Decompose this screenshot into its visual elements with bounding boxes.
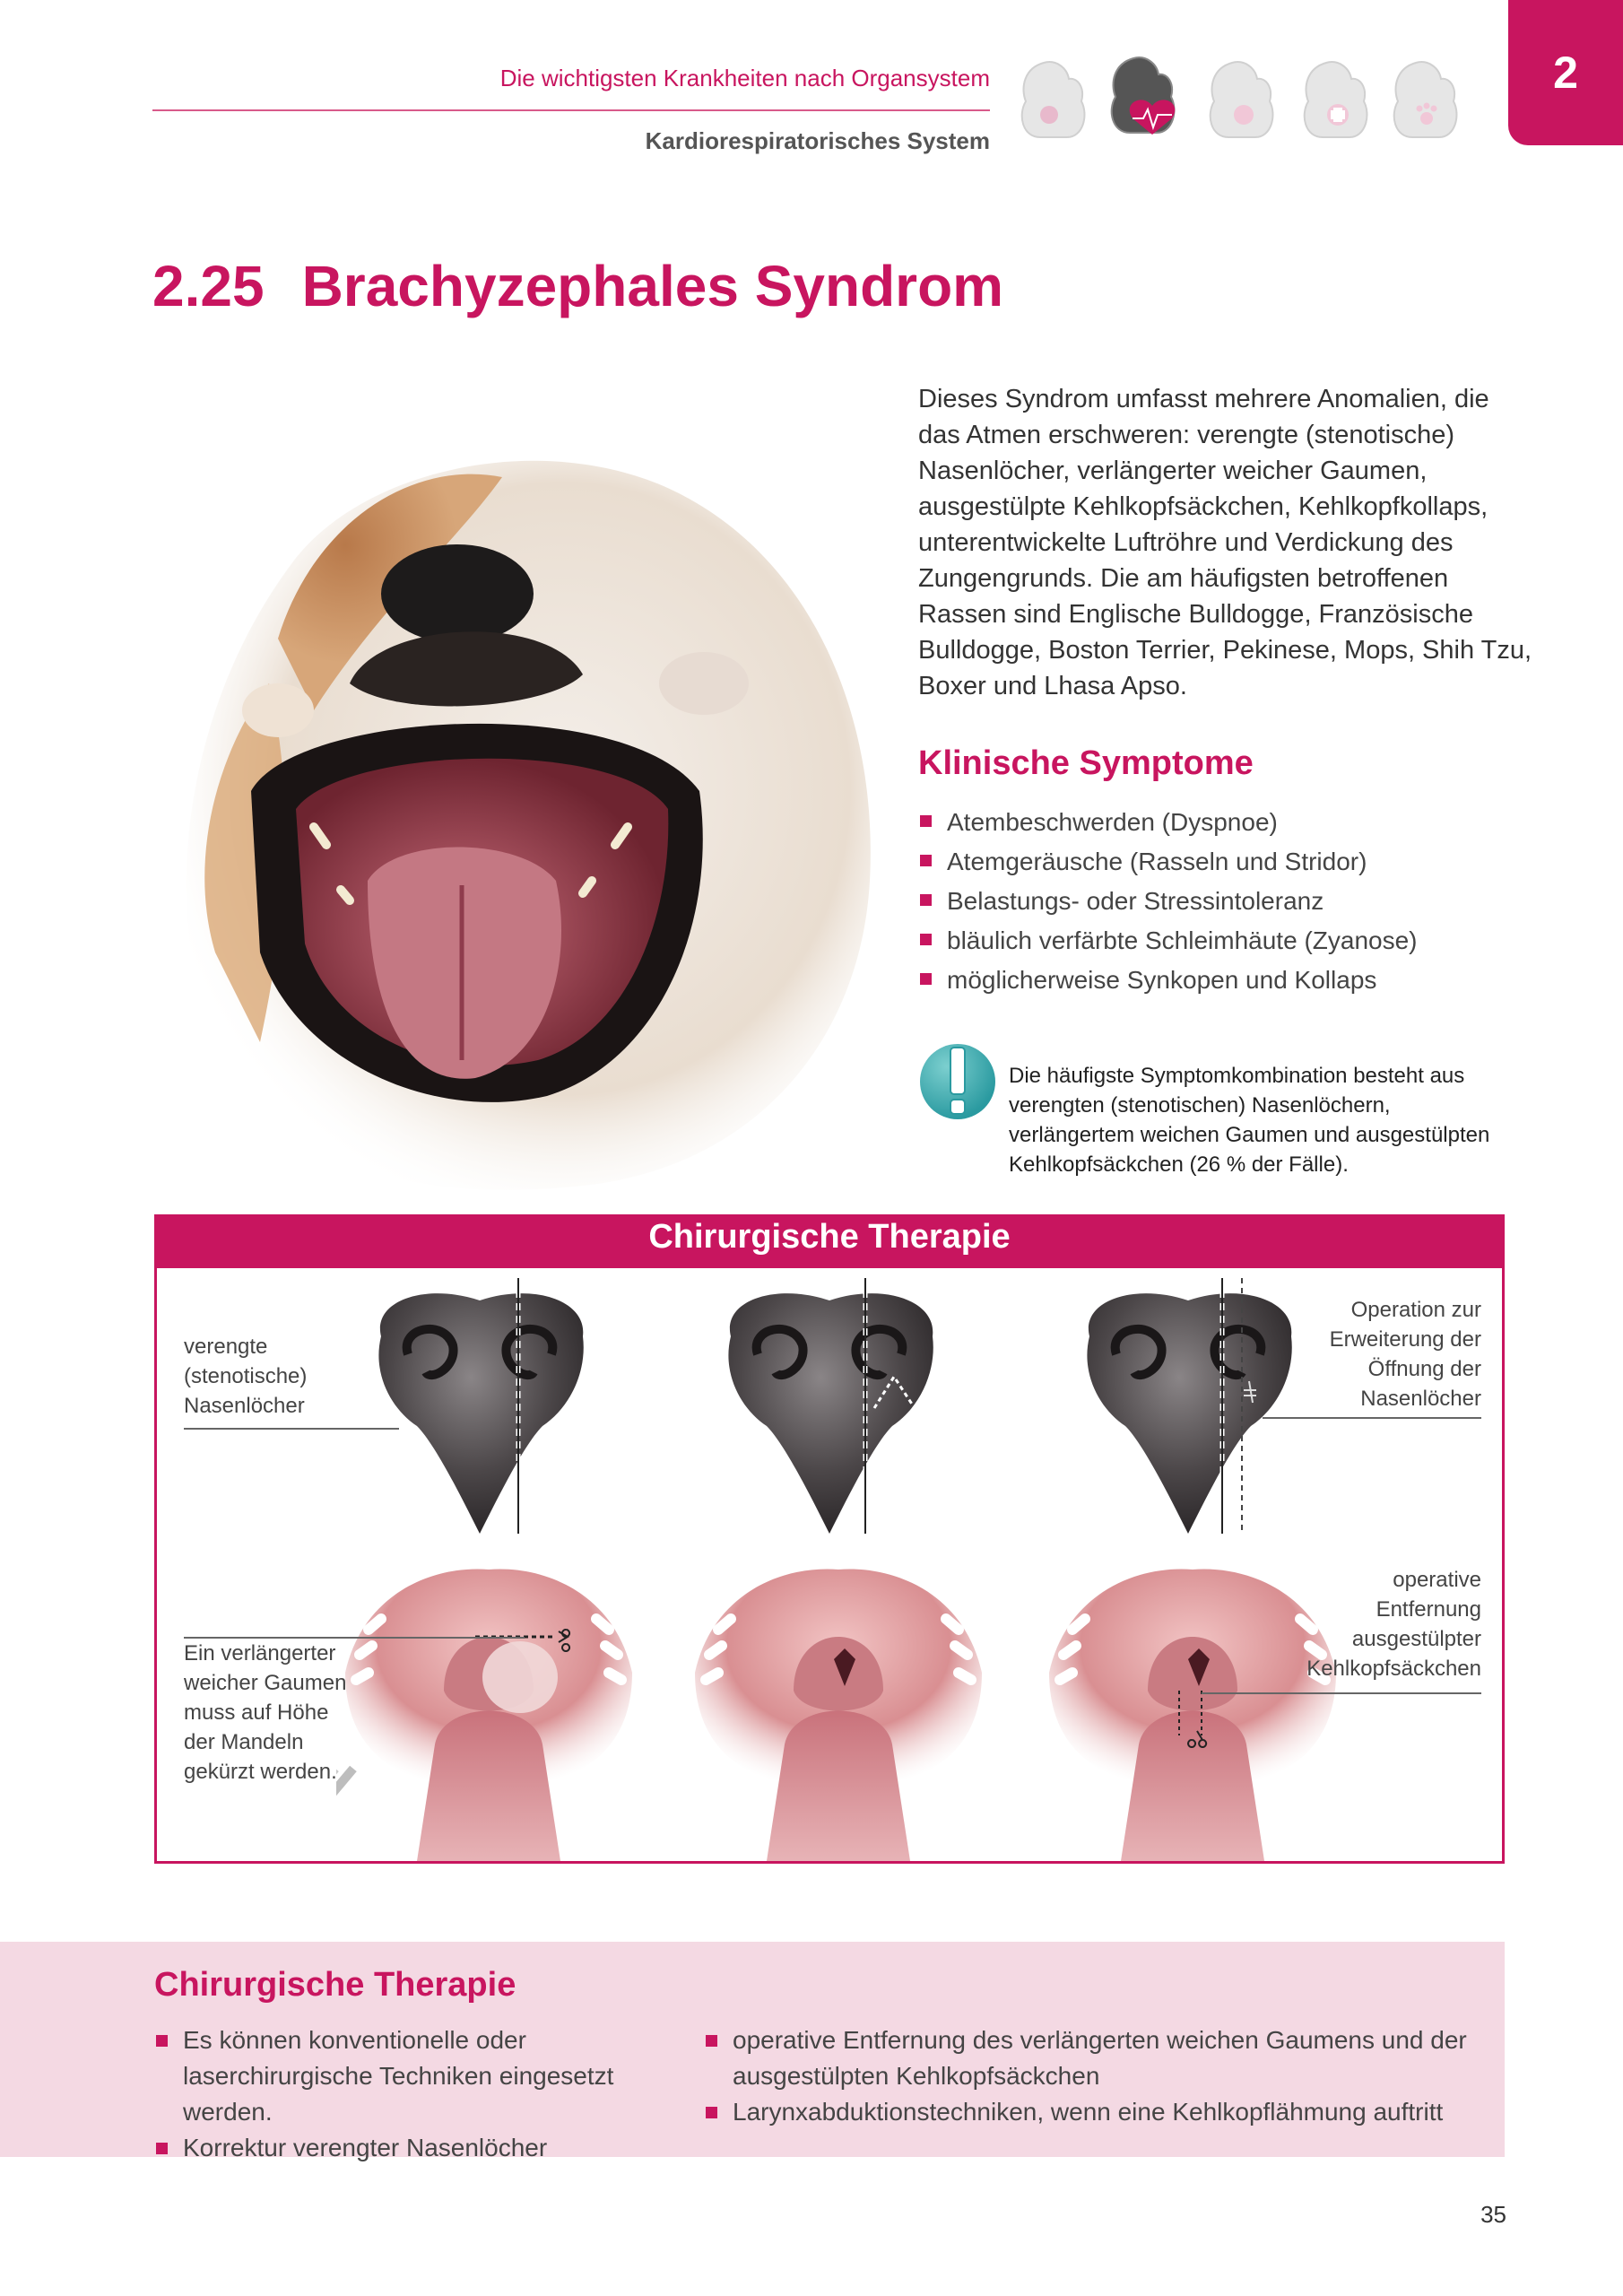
dog-cross-icon: [1305, 62, 1367, 137]
exclamation-icon: [916, 1040, 999, 1123]
throat-before: [345, 1569, 632, 1861]
list-item: möglicherweise Synkopen und Kollaps: [918, 961, 1528, 1000]
dog-virus-icon: [1211, 62, 1273, 137]
note-text: Die häufigste Symptomkombination besteht aus verengten (stenotischen) Nasenlöchern, verlängertem weichen Gaumen und ausgestülpten Kehlkopfsäckchen (26 % der Fälle).: [1009, 1064, 1490, 1177]
leader-line: [1263, 1417, 1481, 1419]
running-header-subsection: Kardiorespiratorisches System: [645, 127, 990, 154]
label-soft-palate: Ein verlängerter weicher Gaumen muss auf Höhe der Mandeln gekürzt werden.: [184, 1641, 347, 1784]
list-item: Atemgeräusche (Rasseln und Stridor): [918, 842, 1528, 882]
list-item: bläulich verfärbte Schleimhäute (Zyanose): [918, 921, 1528, 961]
nose-after: [1087, 1293, 1291, 1534]
section-title: Brachyzephales Syndrom: [301, 254, 1004, 318]
list-item: Atembeschwerden (Dyspnoe): [918, 803, 1528, 842]
dog-paw-icon: [1394, 62, 1457, 137]
nose-incision: [728, 1293, 933, 1534]
therapy-list-right: [704, 2022, 1493, 2130]
chapter-number: 2: [1553, 48, 1578, 98]
list-item: Belastungs- oder Stressintoleranz: [918, 882, 1528, 921]
nose-before: [378, 1293, 583, 1534]
page-title: [152, 253, 1003, 319]
list-item: Larynxabduktionstechniken, wenn eine Kehlkopflähmung auftritt: [704, 2094, 1493, 2130]
throat-after: [1049, 1569, 1336, 1861]
list-item: Es können konventionelle oder laserchirurgische Techniken eingesetzt werden.: [154, 2022, 692, 2130]
leader-line: [184, 1428, 399, 1430]
nose-illustrations: [345, 1274, 1341, 1543]
leader-line: [184, 1637, 525, 1639]
dog-icon-dot: [1040, 106, 1058, 124]
throat-illustrations: [336, 1565, 1350, 1861]
section-number: 2.25: [152, 254, 265, 318]
running-header-section: Die wichtigsten Krankheiten nach Organsystem: [499, 65, 990, 91]
list-item: operative Entfernung des verlängerten weichen Gaumens und der ausgestülpten Kehlkopfsäckchen: [704, 2022, 1493, 2094]
bulldog-illustration: [161, 414, 906, 1222]
list-item: Korrektur verengter Nasenlöcher: [154, 2130, 692, 2166]
symptoms-heading: Klinische Symptome: [918, 744, 1254, 782]
label-laryngeal-sacculi: operative Entfernung ausgestülpter Kehlkopfsäckchen: [1306, 1568, 1481, 1681]
leader-line: [1202, 1692, 1481, 1694]
surgery-figure-title: Chirurgische Therapie: [648, 1218, 1011, 1256]
label-nostril-operation: Operation zur Erweiterung der Öffnung der Nasenlöcher: [1329, 1298, 1481, 1411]
dog-icon: [1022, 62, 1085, 137]
therapy-list-left: [154, 2022, 692, 2166]
intro-paragraph: Dieses Syndrom umfasst mehrere Anomalien, die das Atmen erschweren: verengte (stenotische) Nasenlöcher, verlängerter weicher Gaumen, ausgestülpte Kehlkopfsäckchen, Kehlkopfkollaps, unterentwickelte Luftröhre und Verdickung des Zungengrunds. Die am häufigsten betroffenen Rassen sind Englische Bulldogge, Französische Bulldogge, Boston Terrier, Pekinese, Mops, Shih Tzu, Boxer und Lhasa Apso.: [918, 385, 1532, 700]
chapter-icons: [1009, 52, 1480, 151]
label-stenotic-nostrils: verengte (stenotische) Nasenlöcher: [184, 1335, 308, 1418]
header-rule: [152, 109, 990, 111]
symptoms-list: [918, 803, 1528, 1000]
page-number: 35: [1480, 2201, 1506, 2228]
therapy-heading: Chirurgische Therapie: [154, 1966, 516, 2004]
throat-during: [695, 1569, 982, 1861]
